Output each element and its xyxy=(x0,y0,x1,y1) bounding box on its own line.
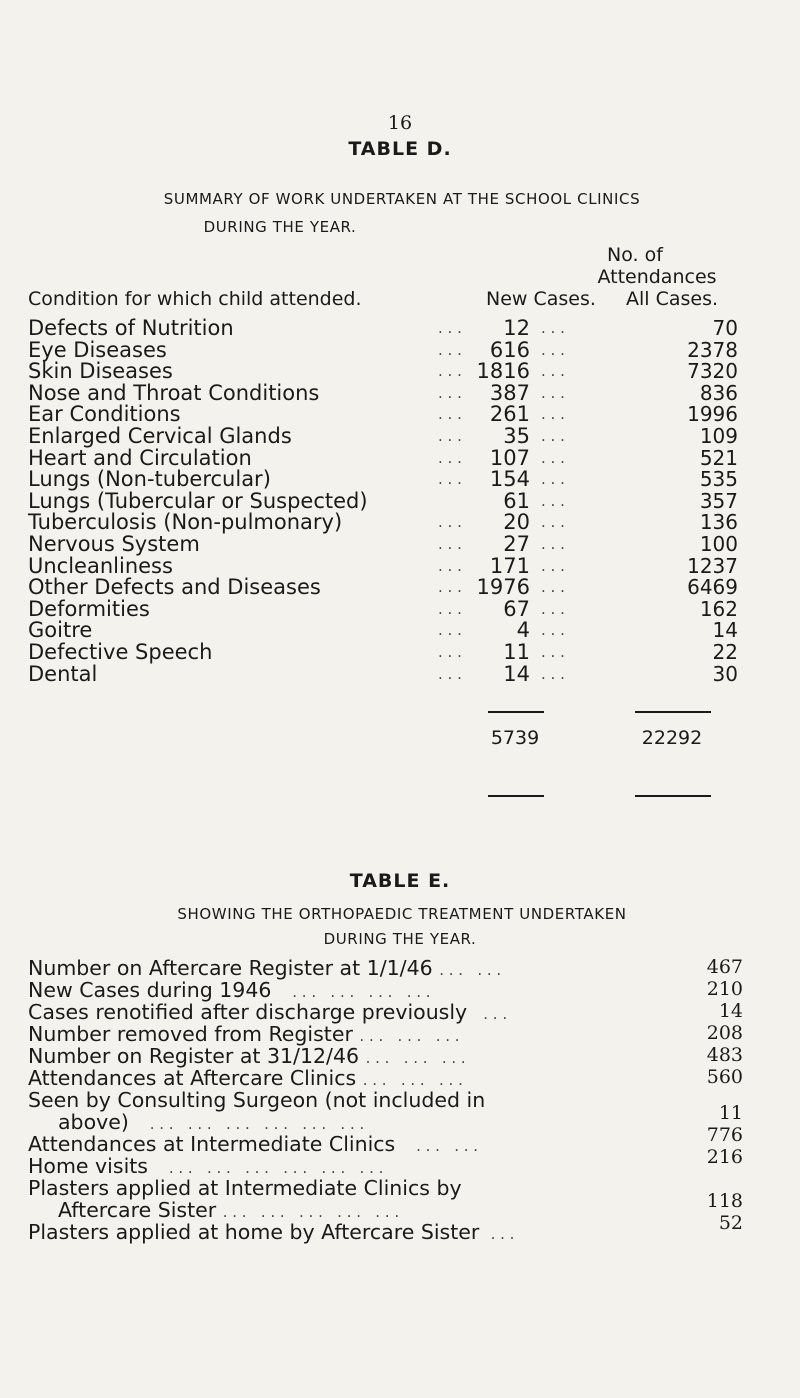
table-row xyxy=(28,380,738,405)
item-label-cont: above) xyxy=(58,1110,129,1134)
leader-dots: . . . xyxy=(438,319,462,337)
condition-label: Dental xyxy=(28,661,98,686)
condition-label: Nose and Throat Conditions xyxy=(28,380,320,405)
item-label: New Cases during 1946 xyxy=(28,978,272,1002)
condition-label: Goitre xyxy=(28,618,93,643)
item-value: 118 xyxy=(706,1190,743,1212)
leader-dots: . . . xyxy=(438,556,462,575)
leader-dots: . . . xyxy=(438,578,462,597)
item-label: Home visits xyxy=(28,1154,148,1178)
new-cases-value: 107 xyxy=(489,445,530,470)
table-e-subtitle-1: SHOWING THE ORTHOPAEDIC TREATMENT UNDERTAKEN xyxy=(177,905,627,923)
condition-label: Defects of Nutrition xyxy=(28,316,234,340)
total-bottom-rule-new xyxy=(488,795,544,797)
table-row xyxy=(28,402,738,427)
list-item xyxy=(28,1176,462,1200)
item-label: Seen by Consulting Surgeon (not included in xyxy=(28,1088,486,1112)
table-row xyxy=(28,510,738,535)
item-label: Number on Register at 31/12/46 xyxy=(28,1044,360,1068)
item-label: Plasters applied at Intermediate Clinics by xyxy=(28,1176,462,1200)
all-cases-value: 70 xyxy=(712,316,738,340)
item-label: Attendances at Aftercare Clinics xyxy=(28,1066,357,1090)
leader-dots: . . . . . . . . . xyxy=(362,1071,463,1089)
condition-label: Heart and Circulation xyxy=(28,445,252,470)
item-label-cont: Aftercare Sister xyxy=(58,1198,217,1222)
leader-dots: . . . xyxy=(438,513,462,532)
table-row xyxy=(28,316,738,340)
all-cases-value: 30 xyxy=(712,661,738,686)
leader-dots: . . . xyxy=(438,426,462,445)
leader-dots: . . . xyxy=(438,340,462,359)
leader-dots: . . . xyxy=(438,621,462,640)
item-label: Cases renotified after discharge previously xyxy=(28,1000,468,1024)
item-label: Number on Aftercare Register at 1/1/46 xyxy=(28,956,433,980)
leader-dots: . . . xyxy=(438,642,462,661)
condition-label: Tuberculosis (Non-pulmonary) xyxy=(28,510,343,535)
leader-dots: . . . xyxy=(438,383,462,402)
all-cases-value: 836 xyxy=(699,380,738,405)
new-cases-value: 154 xyxy=(489,467,530,492)
table-row xyxy=(28,575,738,600)
list-item xyxy=(28,1044,466,1068)
total-all-cases: 22292 xyxy=(641,727,703,749)
new-cases-value: 27 xyxy=(503,531,530,556)
all-cases-value: 22 xyxy=(712,639,738,664)
list-item xyxy=(28,1154,383,1178)
item-value: 14 xyxy=(718,1000,743,1022)
list-item xyxy=(28,956,501,980)
all-cases-value: 100 xyxy=(699,531,738,556)
all-cases-value: 535 xyxy=(699,467,738,492)
leader-dots: . . . xyxy=(541,513,565,532)
leader-dots: . . . . . . . . . xyxy=(359,1027,460,1045)
leader-dots: . . . . . . xyxy=(401,1137,479,1155)
table-row xyxy=(28,639,738,664)
leader-dots: . . . xyxy=(438,599,462,618)
total-bottom-rule-all xyxy=(635,795,711,797)
all-cases-value: 2378 xyxy=(687,337,738,362)
new-cases-value: 616 xyxy=(489,337,530,362)
list-item xyxy=(28,1066,463,1090)
new-cases-value: 11 xyxy=(503,639,530,664)
table-row xyxy=(28,596,738,621)
all-cases-value: 109 xyxy=(699,423,738,448)
item-value: 560 xyxy=(706,1066,743,1088)
leader-dots: . . . xyxy=(541,319,565,337)
list-item xyxy=(28,1022,460,1046)
table-d-subtitle-1: SUMMARY OF WORK UNDERTAKEN AT THE SCHOOL CLINICS xyxy=(163,190,641,208)
leader-dots: . . . xyxy=(438,448,462,467)
condition-label: Lungs (Non-tubercular) xyxy=(28,467,271,492)
leader-dots: . . . xyxy=(541,383,565,402)
page-number: 16 xyxy=(387,112,413,134)
table-d-body xyxy=(28,316,738,686)
table-e-title: TABLE E. xyxy=(349,870,451,892)
list-item xyxy=(28,1220,514,1244)
leader-dots: . . . xyxy=(485,1225,515,1243)
item-value: 208 xyxy=(706,1022,743,1044)
leader-dots: . . . xyxy=(438,470,462,489)
leader-dots: . . . xyxy=(438,362,462,381)
condition-label: Skin Diseases xyxy=(28,359,173,384)
table-e-subtitle-2: DURING THE YEAR. xyxy=(323,930,477,948)
new-cases-value: 261 xyxy=(489,402,530,427)
condition-label: Ear Conditions xyxy=(28,402,181,427)
table-d-title: TABLE D. xyxy=(348,138,452,160)
table-row xyxy=(28,618,738,643)
leader-dots: . . . . . . . . . . . . . . . . . . xyxy=(154,1159,384,1177)
leader-dots: . . . xyxy=(541,491,565,510)
item-value: 776 xyxy=(706,1124,743,1146)
total-top-rule-all xyxy=(635,711,711,713)
new-cases-value: 67 xyxy=(503,596,530,621)
leader-dots: . . . xyxy=(473,1005,508,1023)
condition-label: Eye Diseases xyxy=(28,337,167,362)
new-cases-value: 14 xyxy=(503,661,530,686)
header-all-cases: All Cases. xyxy=(626,288,719,310)
list-item xyxy=(28,1088,485,1112)
table-row xyxy=(28,337,738,362)
list-item-continuation xyxy=(58,1110,364,1134)
new-cases-value: 35 xyxy=(503,423,530,448)
all-cases-value: 162 xyxy=(699,596,738,621)
item-label: Attendances at Intermediate Clinics xyxy=(28,1132,396,1156)
table-d-subtitle-2: DURING THE YEAR. xyxy=(203,218,357,236)
table-row xyxy=(28,661,738,686)
item-value: 52 xyxy=(718,1212,743,1234)
condition-label: Defective Speech xyxy=(28,639,213,664)
leader-dots: . . . xyxy=(541,362,565,381)
list-item xyxy=(28,1000,507,1024)
new-cases-value: 4 xyxy=(516,618,530,643)
condition-label: Nervous System xyxy=(28,531,200,556)
leader-dots: . . . . . . . . . xyxy=(365,1049,466,1067)
condition-label: Other Defects and Diseases xyxy=(28,575,321,600)
condition-label: Enlarged Cervical Glands xyxy=(28,423,292,448)
leader-dots: . . . xyxy=(541,642,565,661)
all-cases-value: 521 xyxy=(699,445,738,470)
table-row xyxy=(28,467,738,492)
new-cases-value: 387 xyxy=(489,380,530,405)
total-top-rule-new xyxy=(488,711,544,713)
table-row xyxy=(28,359,738,384)
leader-dots: . . . xyxy=(541,621,565,640)
leader-dots: . . . xyxy=(438,534,462,553)
leader-dots: . . . xyxy=(541,426,565,445)
all-cases-value: 136 xyxy=(699,510,738,535)
leader-dots: . . . . . . xyxy=(439,961,502,979)
all-cases-value: 357 xyxy=(699,488,738,513)
all-cases-value: 7320 xyxy=(687,359,738,384)
condition-label: Lungs (Tubercular or Suspected) xyxy=(28,488,368,513)
table-row xyxy=(28,423,738,448)
leader-dots: . . . . . . . . . . . . . . . xyxy=(222,1203,400,1221)
all-cases-value: 1237 xyxy=(687,553,738,578)
leader-dots: . . . xyxy=(541,470,565,489)
leader-dots: . . . xyxy=(541,534,565,553)
condition-label: Uncleanliness xyxy=(28,553,173,578)
leader-dots: . . . . . . . . . . . . xyxy=(277,983,431,1001)
item-value: 216 xyxy=(706,1146,743,1168)
item-label: Number removed from Register xyxy=(28,1022,353,1046)
table-row xyxy=(28,445,738,470)
list-item-continuation xyxy=(58,1198,399,1222)
header-new-cases: New Cases. xyxy=(486,288,596,310)
table-row xyxy=(28,488,738,513)
table-row xyxy=(28,531,738,556)
table-row xyxy=(28,553,738,578)
leader-dots: . . . xyxy=(541,556,565,575)
header-condition: Condition for which child attended. xyxy=(28,288,362,310)
list-item xyxy=(28,978,431,1002)
leader-dots: . . . xyxy=(541,664,565,683)
leader-dots: . . . xyxy=(541,448,565,467)
all-cases-value: 6469 xyxy=(687,575,738,600)
leader-dots: . . . xyxy=(541,599,565,618)
item-label: Plasters applied at home by Aftercare Sister xyxy=(28,1220,480,1244)
item-value: 467 xyxy=(706,956,743,978)
total-new-cases: 5739 xyxy=(490,727,540,749)
new-cases-value: 1976 xyxy=(476,575,530,600)
leader-dots: . . . xyxy=(541,340,565,359)
all-cases-value: 1996 xyxy=(687,402,738,427)
leader-dots: . . . xyxy=(438,664,462,683)
new-cases-value: 61 xyxy=(503,488,530,513)
new-cases-value: 171 xyxy=(489,553,530,578)
leader-dots: . . . xyxy=(438,405,462,424)
leader-dots: . . . xyxy=(541,405,565,424)
item-value: 483 xyxy=(706,1044,743,1066)
header-no-of: No. of xyxy=(607,244,663,266)
leader-dots: . . . . . . . . . . . . . . . . . . xyxy=(135,1115,365,1133)
item-value: 210 xyxy=(706,978,743,1000)
item-value: 11 xyxy=(718,1102,743,1124)
condition-label: Deformities xyxy=(28,596,150,621)
all-cases-value: 14 xyxy=(712,618,738,643)
header-attendances: Attendances xyxy=(597,266,717,288)
list-item xyxy=(28,1132,478,1156)
new-cases-value: 20 xyxy=(503,510,530,535)
leader-dots: . . . xyxy=(541,578,565,597)
new-cases-value: 12 xyxy=(503,316,530,340)
new-cases-value: 1816 xyxy=(476,359,530,384)
